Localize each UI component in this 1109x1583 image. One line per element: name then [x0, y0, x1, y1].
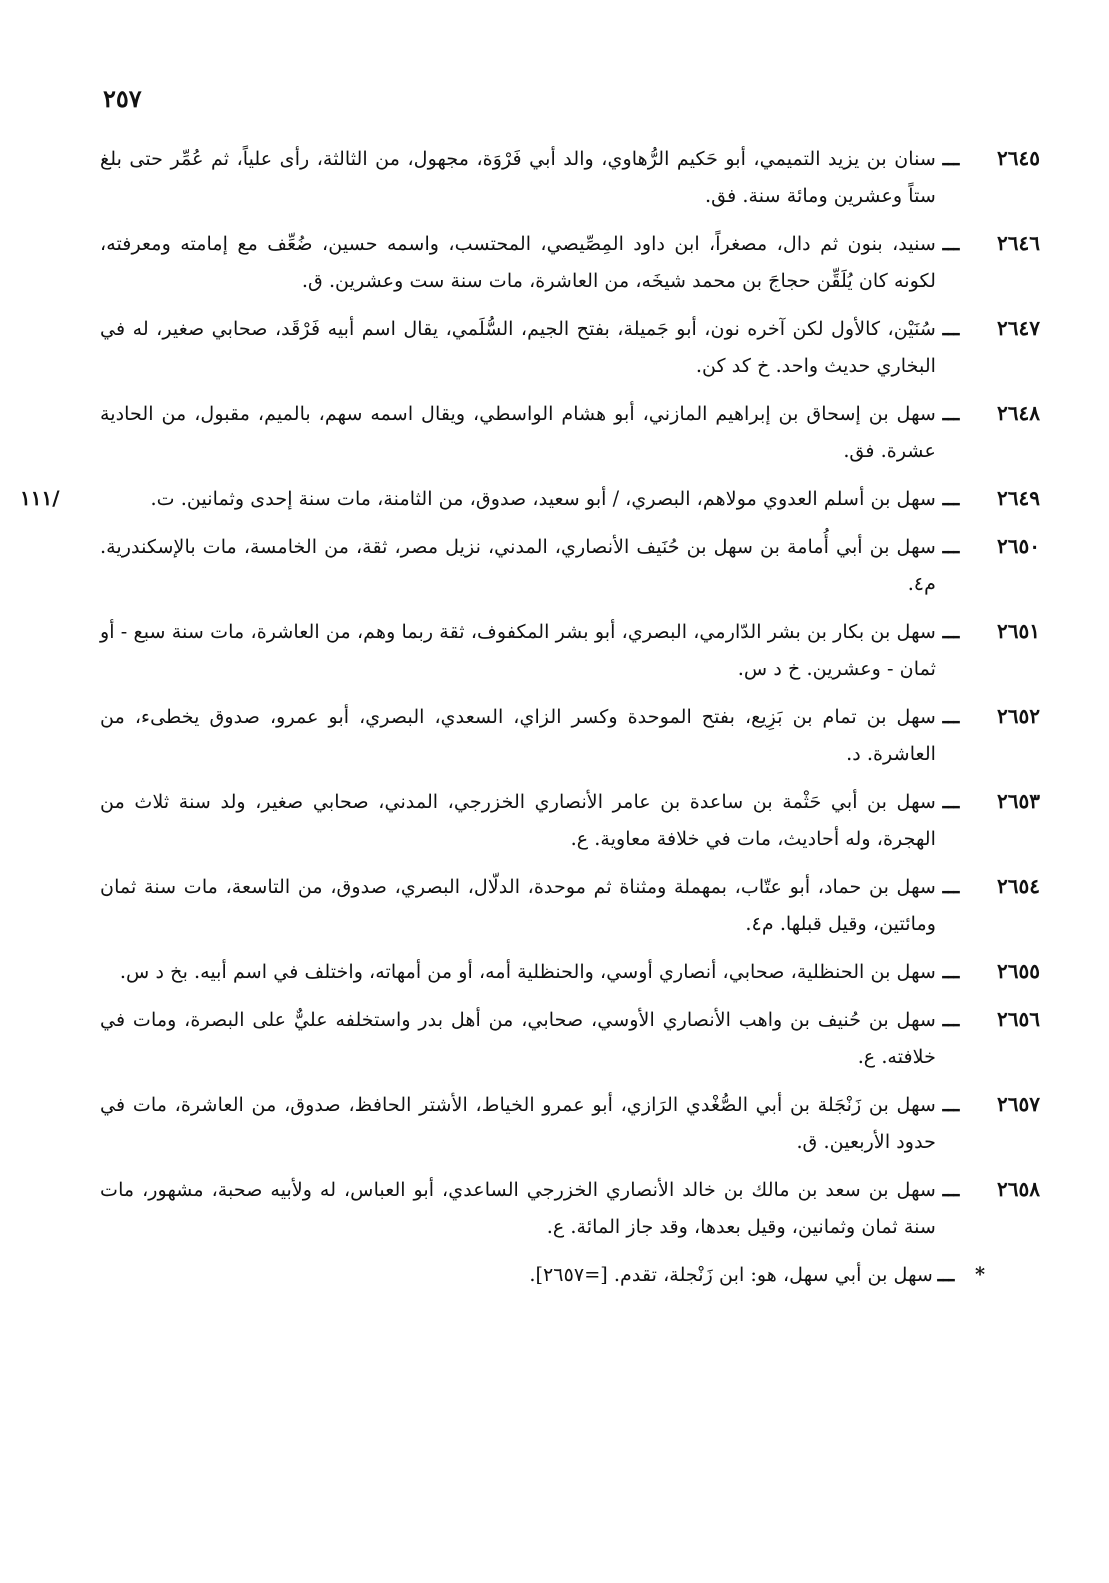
entry-2645 — [100, 140, 1040, 214]
page-number: ٢٥٧ — [103, 84, 142, 113]
entry-number: ٢٦٤٧ — [997, 316, 1040, 340]
entry-2655 — [100, 953, 1040, 990]
entry-dash: ـــ — [942, 620, 960, 643]
entry-text: سهل بن الحنظلية، صحابي، أنصاري أوسي، والحنظلية أمه، أو من أمهاته، واختلف في اسم أبيه. بخ د س. — [119, 960, 936, 983]
entry-number: ٢٦٥٥ — [997, 959, 1040, 983]
entry-dash: ـــ — [942, 232, 960, 255]
entry-2653 — [100, 783, 1040, 857]
entry-number: ٢٦٥٤ — [997, 874, 1040, 898]
entry-number: ٢٦٥٦ — [997, 1007, 1040, 1031]
entry-number: ٢٦٥٠ — [997, 534, 1040, 558]
entry-text: سُنَيْن، كالأول لكن آخره نون، أبو جَميلة، بفتح الجيم، السُّلَمي، يقال اسم أبيه فَرْقَد، صحابي صغير، له في البخاري حديث واحد. خ كد كن. — [100, 317, 936, 377]
entry-text: سهل بن حُنيف بن واهب الأنصاري الأوسي، صحابي، من أهل بدر واستخلفه عليٌّ على البصرة، ومات في خلافته. ع. — [100, 1008, 936, 1068]
entry-text: سهل بن سعد بن مالك بن خالد الأنصاري الخزرجي الساعدي، أبو العباس، له ولأبيه صحبة، مشهور، مات سنة ثمان وثمانين، وقيل بعدها، وقد جاز المائة. ع. — [100, 1178, 936, 1238]
entry-text: سنان بن يزيد التميمي، أبو حَكيم الرُّهاوي، والد أبي فَرْوَة، مجهول، من الثالثة، رأى علياً، ثم عُمِّر حتى بلغ ستاً وعشرين ومائة سنة. فق. — [100, 147, 936, 207]
entry-dash: ـــ — [942, 1178, 960, 1201]
entry-text: سهل بن أسلم العدوي مولاهم، البصري، / أبو سعيد، صدوق، من الثامنة، مات سنة إحدى وثمانين. ت. — [150, 487, 936, 510]
entry-text: سنيد، بنون ثم دال، مصغراً، ابن داود المِصِّيصي، المحتسب، واسمه حسين، ضُعِّف مع إمامته ومعرفته، لكونه كان يُلَقِّن حجاجَ بن محمد شيخَه، من العاشرة، مات سنة ست وعشرين. ق. — [100, 232, 936, 292]
entry-2649 — [20, 480, 1040, 517]
entry-text: سهل بن أبي حَثْمة بن ساعدة بن عامر الأنصاري الخزرجي، المدني، صحابي صغير، ولد سنة ثلاث من الهجرة، وله أحاديث، مات في خلافة معاوية. ع. — [100, 790, 936, 850]
entry-text: سهل بن أبي أُمامة بن سهل بن حُنَيف الأنصاري، المدني، نزيل مصر، ثقة، من الخامسة، مات بالإسكندرية. م٤. — [100, 535, 936, 595]
entry-dash: ـــ — [942, 875, 960, 898]
entry-2647 — [100, 310, 1040, 384]
entry-number: ٢٦٥٣ — [997, 789, 1040, 813]
entry-2656 — [100, 1001, 1040, 1075]
entry-dash: ـــ — [937, 1263, 955, 1286]
entry-2651 — [100, 613, 1040, 687]
cross-reference-text: سهل بن أبي سهل، هو: ابن زَنْجلة، تقدم. [=٢٦٥٧]. — [529, 1263, 933, 1286]
entry-number: ٢٦٥١ — [997, 619, 1040, 643]
entry-2658 — [100, 1171, 1040, 1245]
cross-reference — [100, 1256, 985, 1293]
entry-number: ٢٦٤٦ — [997, 231, 1040, 255]
entries-list — [20, 140, 1040, 1293]
entry-number: ٢٦٤٥ — [997, 146, 1040, 170]
entry-dash: ـــ — [942, 960, 960, 983]
entry-number: ٢٦٥٧ — [997, 1092, 1040, 1116]
entry-2650 — [100, 528, 1040, 602]
entry-text: سهل بن زَنْجَلة بن أبي الصُّغْدي الرَازي، أبو عمرو الخياط، الأشتر الحافظ، صدوق، من العاشرة، مات في حدود الأربعين. ق. — [100, 1093, 936, 1153]
entry-dash: ـــ — [942, 1008, 960, 1031]
entry-number: ٢٦٤٩ — [997, 486, 1040, 510]
entry-dash: ـــ — [942, 535, 960, 558]
entry-dash: ـــ — [942, 705, 960, 728]
entry-dash: ـــ — [942, 317, 960, 340]
entry-text: سهل بن بكار بن بشر الدّارمي، البصري، أبو بشر المكفوف، ثقة ربما وهم، من العاشرة، مات سنة سبع - أو ثمان - وعشرين. خ د س. — [100, 620, 936, 680]
entry-dash: ـــ — [942, 1093, 960, 1116]
entry-number: ٢٦٥٢ — [997, 704, 1040, 728]
entry-2654 — [100, 868, 1040, 942]
entry-text: سهل بن إسحاق بن إبراهيم المازني، أبو هشام الواسطي، ويقال اسمه سهم، بالميم، مقبول، من الحادية عشرة. فق. — [100, 402, 936, 462]
entry-dash: ـــ — [942, 147, 960, 170]
entry-dash: ـــ — [942, 402, 960, 425]
entry-text: سهل بن تمام بن بَزِيع، بفتح الموحدة وكسر الزاي، السعدي، البصري، أبو عمرو، صدوق يخطىء، من العاشرة. د. — [100, 705, 936, 765]
entry-2652 — [100, 698, 1040, 772]
entry-number: ٢٦٥٨ — [997, 1177, 1040, 1201]
entry-2646 — [100, 225, 1040, 299]
asterisk-marker: * — [974, 1263, 985, 1286]
entry-text: سهل بن حماد، أبو عتّاب، بمهملة ومثناة ثم موحدة، الدلّال، البصري، صدوق، من التاسعة، مات سنة ثمان ومائتين، وقيل قبلها. م٤. — [100, 875, 936, 935]
margin-page-note: /١١١ — [20, 486, 60, 510]
entry-dash: ـــ — [942, 487, 960, 510]
entry-dash: ـــ — [942, 790, 960, 813]
entry-2657 — [100, 1086, 1040, 1160]
entry-2648 — [100, 395, 1040, 469]
entry-number: ٢٦٤٨ — [997, 401, 1040, 425]
